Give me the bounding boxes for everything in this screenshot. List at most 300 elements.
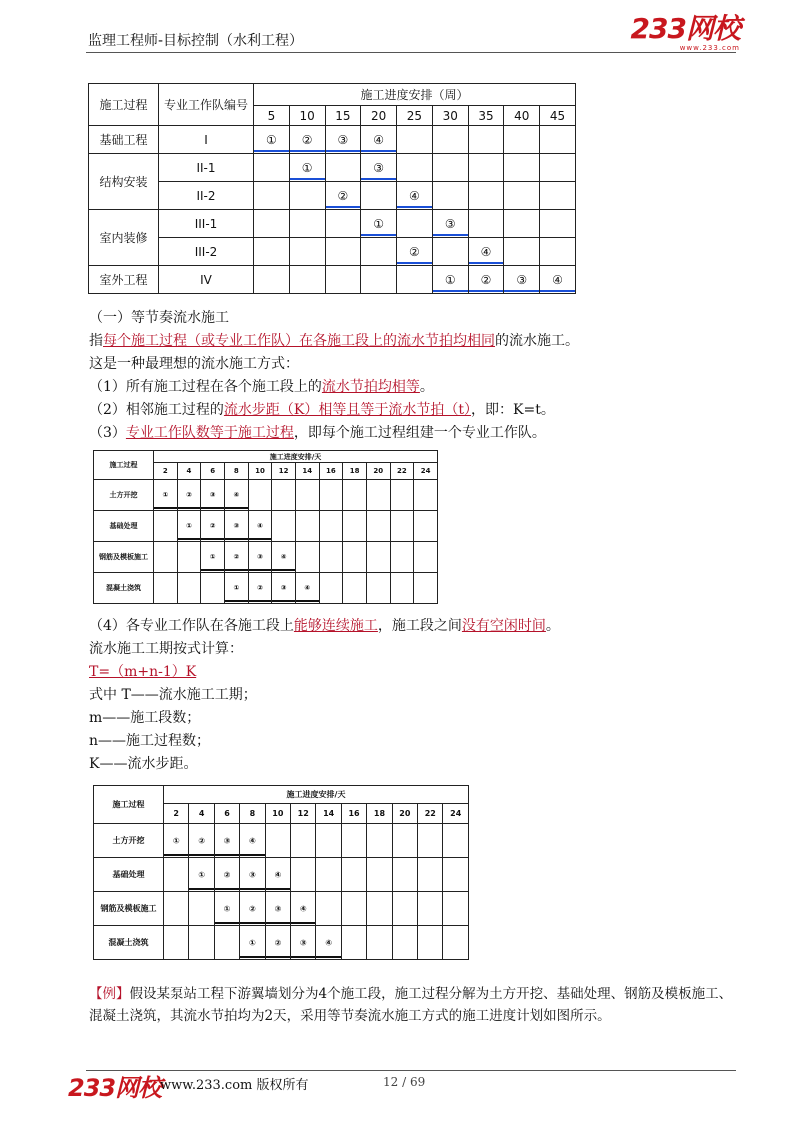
week-period-header: 20 bbox=[361, 106, 397, 126]
progress-bar-line bbox=[433, 234, 468, 236]
schedule-cell bbox=[325, 154, 361, 182]
day-period-header: 6 bbox=[201, 463, 225, 480]
col-header-schedule-2: 施工进度安排/天 bbox=[164, 786, 469, 804]
where-t: 式中 T——流水施工工期； bbox=[89, 687, 257, 703]
progress-bar-line bbox=[469, 290, 504, 292]
schedule-cell bbox=[366, 542, 390, 573]
week-period-header: 10 bbox=[289, 106, 325, 126]
p4-mid: ，施工段之间 bbox=[377, 618, 462, 634]
calc-line: 流水施工工期按式计算： bbox=[89, 641, 243, 657]
schedule-cell-active bbox=[177, 480, 201, 511]
example-paragraph bbox=[89, 983, 739, 1027]
schedule-cell bbox=[504, 210, 540, 238]
segment-mark: ③ bbox=[337, 132, 349, 147]
segment-mark: ④ bbox=[274, 870, 282, 879]
schedule-cell bbox=[468, 210, 504, 238]
table-row bbox=[94, 480, 438, 511]
schedule-cell bbox=[367, 858, 392, 892]
schedule-cell-active bbox=[432, 266, 468, 294]
schedule-cell-active bbox=[361, 126, 397, 154]
week-period-header: 40 bbox=[504, 106, 540, 126]
progress-bar-line bbox=[266, 888, 290, 891]
progress-bar-line bbox=[240, 922, 264, 925]
schedule-cell bbox=[319, 542, 343, 573]
schedule-cell-active bbox=[164, 824, 189, 858]
segment-mark: ② bbox=[480, 272, 492, 287]
process-name: 结构安装 bbox=[89, 154, 159, 210]
table-row bbox=[94, 858, 469, 892]
schedule-cell-active bbox=[240, 858, 265, 892]
segment-mark: ④ bbox=[409, 188, 420, 203]
schedule-cell bbox=[432, 126, 468, 154]
progress-bar-line bbox=[154, 507, 177, 510]
schedule-cell bbox=[443, 858, 469, 892]
segment-mark: ④ bbox=[256, 522, 263, 530]
schedule-cell bbox=[361, 238, 397, 266]
segment-mark: ③ bbox=[223, 836, 231, 845]
table-row bbox=[94, 511, 438, 542]
def-pre: 指 bbox=[89, 333, 103, 349]
schedule-cell bbox=[392, 824, 417, 858]
team-id: III-1 bbox=[159, 210, 254, 238]
day-period-header: 12 bbox=[272, 463, 296, 480]
schedule-table-weeks bbox=[88, 83, 576, 294]
point-4 bbox=[89, 617, 560, 635]
progress-bar-line bbox=[178, 507, 201, 510]
day2-period-header: 14 bbox=[316, 804, 341, 824]
segment-mark: ④ bbox=[552, 272, 563, 287]
schedule-cell bbox=[341, 824, 366, 858]
schedule-cell-active bbox=[214, 892, 239, 926]
schedule-cell bbox=[254, 154, 290, 182]
schedule-cell bbox=[418, 926, 443, 960]
schedule-cell bbox=[392, 892, 417, 926]
progress-bar-line bbox=[266, 922, 290, 925]
p3-highlight: 专业工作队数等于施工过程 bbox=[125, 425, 294, 441]
segment-mark: ② bbox=[233, 553, 240, 561]
schedule-cell bbox=[291, 824, 316, 858]
progress-bar-line bbox=[164, 854, 188, 857]
segment-mark: ④ bbox=[304, 584, 311, 592]
schedule-cell bbox=[504, 126, 540, 154]
day-period-header: 18 bbox=[343, 463, 367, 480]
progress-bar-line bbox=[225, 538, 248, 541]
formula: T=（m+n-1）K bbox=[89, 664, 197, 680]
process-name: 室外工程 bbox=[89, 266, 159, 294]
progress-bar-line bbox=[225, 569, 248, 572]
day2-period-header: 18 bbox=[367, 804, 392, 824]
point-2 bbox=[89, 401, 555, 419]
segment-mark: ② bbox=[256, 584, 263, 592]
progress-bar-line bbox=[291, 956, 315, 959]
table-row bbox=[94, 542, 438, 573]
progress-bar-line bbox=[361, 178, 396, 180]
schedule-cell-active bbox=[224, 542, 248, 573]
schedule-cell bbox=[295, 511, 319, 542]
schedule-cell-active bbox=[468, 266, 504, 294]
schedule-cell-active bbox=[177, 511, 201, 542]
process-name: 基础处理 bbox=[94, 511, 154, 542]
schedule-cell bbox=[390, 480, 414, 511]
segment-mark: ① bbox=[373, 216, 385, 231]
table-row bbox=[89, 210, 576, 238]
schedule-cell-active bbox=[504, 266, 540, 294]
schedule-cell-active bbox=[189, 858, 214, 892]
schedule-cell-active bbox=[361, 210, 397, 238]
schedule-cell bbox=[164, 926, 189, 960]
progress-bar-line bbox=[290, 150, 325, 152]
segment-mark: ① bbox=[301, 160, 313, 175]
schedule-cell bbox=[254, 182, 290, 210]
schedule-cell bbox=[319, 573, 343, 604]
schedule-cell-active bbox=[289, 154, 325, 182]
progress-bar-line bbox=[469, 262, 504, 264]
p4-post: 。 bbox=[545, 618, 560, 634]
schedule-cell bbox=[254, 210, 290, 238]
schedule-cell-active bbox=[214, 824, 239, 858]
where-m: m——施工段数； bbox=[89, 710, 201, 726]
table-row bbox=[89, 266, 576, 294]
day2-period-header: 6 bbox=[214, 804, 239, 824]
p3-post: ，即每个施工过程组建一个专业工作队。 bbox=[293, 425, 546, 441]
schedule-cell bbox=[272, 511, 296, 542]
segment-mark: ③ bbox=[274, 904, 282, 913]
process-name: 土方开挖 bbox=[94, 824, 164, 858]
progress-bar-line bbox=[326, 206, 361, 208]
week-period-header: 5 bbox=[254, 106, 290, 126]
day-period-header: 22 bbox=[390, 463, 414, 480]
week-period-header: 45 bbox=[540, 106, 576, 126]
schedule-cell-active bbox=[291, 926, 316, 960]
schedule-cell-active bbox=[240, 926, 265, 960]
schedule-cell bbox=[291, 858, 316, 892]
progress-bar-line bbox=[249, 569, 272, 572]
schedule-cell bbox=[418, 858, 443, 892]
progress-bar-line bbox=[215, 922, 239, 925]
schedule-cell-active bbox=[201, 511, 225, 542]
p4-highlight-1: 能够连续施工 bbox=[293, 618, 378, 634]
schedule-cell bbox=[468, 182, 504, 210]
table-row bbox=[89, 126, 576, 154]
schedule-cell bbox=[319, 480, 343, 511]
segment-mark: ④ bbox=[325, 938, 333, 947]
progress-bar-line bbox=[240, 888, 264, 891]
segment-mark: ② bbox=[301, 132, 313, 147]
day-period-header: 14 bbox=[295, 463, 319, 480]
schedule-cell bbox=[540, 126, 576, 154]
schedule-cell-active bbox=[325, 126, 361, 154]
table-row bbox=[89, 238, 576, 266]
page-number: 12 / 69 bbox=[383, 1075, 426, 1089]
progress-bar-line bbox=[178, 538, 201, 541]
footer-rule bbox=[86, 1070, 736, 1071]
col-header-process: 施工过程 bbox=[89, 84, 159, 126]
day-period-header: 20 bbox=[366, 463, 390, 480]
segment-mark: ② bbox=[186, 491, 192, 499]
schedule-cell bbox=[443, 824, 469, 858]
segment-mark: ① bbox=[162, 491, 169, 499]
p2-pre: （2）相邻施工过程的 bbox=[89, 402, 224, 418]
progress-bar-line bbox=[266, 956, 290, 959]
day-period-header: 24 bbox=[414, 463, 438, 480]
schedule-cell bbox=[504, 154, 540, 182]
schedule-cell-active bbox=[248, 542, 272, 573]
schedule-cell bbox=[390, 511, 414, 542]
progress-bar-line bbox=[215, 854, 239, 857]
schedule-cell bbox=[397, 266, 433, 294]
schedule-cell bbox=[254, 266, 290, 294]
progress-bar-line bbox=[296, 600, 319, 603]
segment-mark: ③ bbox=[373, 160, 385, 175]
segment-mark: ④ bbox=[299, 904, 307, 913]
schedule-cell bbox=[325, 210, 361, 238]
day2-period-header: 2 bbox=[164, 804, 189, 824]
schedule-cell bbox=[289, 210, 325, 238]
segment-mark: ② bbox=[337, 188, 349, 203]
week-period-header: 15 bbox=[325, 106, 361, 126]
brand-logo-url: www.233.com bbox=[679, 44, 740, 52]
schedule-cell bbox=[154, 573, 178, 604]
segment-mark: ④ bbox=[233, 491, 240, 499]
schedule-cell-active bbox=[361, 154, 397, 182]
schedule-cell bbox=[504, 238, 540, 266]
segment-mark: ① bbox=[209, 553, 216, 561]
progress-bar-line bbox=[272, 600, 295, 603]
schedule-cell bbox=[254, 238, 290, 266]
schedule-cell bbox=[432, 182, 468, 210]
schedule-cell bbox=[366, 480, 390, 511]
progress-bar-line bbox=[433, 290, 468, 292]
segment-mark: ② bbox=[409, 244, 420, 259]
schedule-cell bbox=[414, 542, 438, 573]
day-period-header: 4 bbox=[177, 463, 201, 480]
progress-bar-line bbox=[249, 600, 272, 603]
schedule-cell bbox=[540, 210, 576, 238]
segment-mark: ② bbox=[274, 938, 282, 947]
schedule-cell bbox=[540, 182, 576, 210]
table-row bbox=[94, 824, 469, 858]
process-name: 钢筋及模板施工 bbox=[94, 542, 154, 573]
schedule-cell bbox=[189, 892, 214, 926]
ideal-line: 这是一种最理想的流水施工方式： bbox=[89, 356, 299, 372]
schedule-cell bbox=[390, 542, 414, 573]
table-row bbox=[94, 892, 469, 926]
segment-mark: ① bbox=[233, 584, 240, 592]
p2-post: ，即：K=t。 bbox=[471, 402, 555, 418]
schedule-cell bbox=[361, 266, 397, 294]
schedule-cell bbox=[343, 511, 367, 542]
day2-period-header: 20 bbox=[392, 804, 417, 824]
where-k: K——流水步距。 bbox=[89, 756, 198, 772]
schedule-cell-active bbox=[248, 573, 272, 604]
schedule-cell-active bbox=[272, 573, 296, 604]
progress-bar-line bbox=[290, 178, 325, 180]
schedule-cell bbox=[341, 892, 366, 926]
schedule-cell-active bbox=[540, 266, 576, 294]
schedule-cell bbox=[189, 926, 214, 960]
schedule-cell-active bbox=[291, 892, 316, 926]
progress-bar-line bbox=[201, 507, 224, 510]
schedule-cell bbox=[343, 480, 367, 511]
schedule-cell-active bbox=[316, 926, 341, 960]
schedule-cell-active bbox=[272, 542, 296, 573]
schedule-cell bbox=[432, 154, 468, 182]
schedule-cell bbox=[468, 154, 504, 182]
schedule-cell-active bbox=[468, 238, 504, 266]
schedule-cell bbox=[540, 238, 576, 266]
progress-bar-line bbox=[189, 854, 213, 857]
schedule-cell bbox=[432, 238, 468, 266]
schedule-cell-active bbox=[265, 892, 290, 926]
schedule-cell bbox=[164, 858, 189, 892]
def-highlight: 每个施工过程（或专业工作队）在各施工段上的流水节拍均相同 bbox=[103, 333, 495, 349]
brand-logo-text: 233网校 bbox=[630, 12, 740, 45]
schedule-cell bbox=[414, 480, 438, 511]
segment-mark: ③ bbox=[249, 870, 256, 879]
p1-pre: （1）所有施工过程在各个施工段上的 bbox=[89, 379, 322, 395]
table-row bbox=[94, 926, 469, 960]
segment-mark: ② bbox=[209, 522, 216, 530]
segment-mark: ② bbox=[249, 904, 256, 913]
schedule-cell bbox=[443, 892, 469, 926]
definition-line bbox=[89, 332, 579, 350]
schedule-cell bbox=[289, 182, 325, 210]
progress-bar-line bbox=[504, 290, 539, 292]
process-name: 基础处理 bbox=[94, 858, 164, 892]
schedule-cell-active bbox=[295, 573, 319, 604]
schedule-cell bbox=[319, 511, 343, 542]
schedule-cell bbox=[367, 926, 392, 960]
p3-pre: （3） bbox=[89, 425, 126, 441]
schedule-cell bbox=[316, 892, 341, 926]
segment-mark: ③ bbox=[516, 272, 528, 287]
team-id: III-2 bbox=[159, 238, 254, 266]
schedule-cell bbox=[366, 573, 390, 604]
week-period-header: 25 bbox=[397, 106, 433, 126]
schedule-cell bbox=[248, 480, 272, 511]
schedule-cell-active bbox=[265, 926, 290, 960]
team-id: IV bbox=[159, 266, 254, 294]
schedule-cell-active bbox=[240, 892, 265, 926]
segment-mark: ① bbox=[265, 132, 277, 147]
table-row bbox=[94, 573, 438, 604]
segment-mark: ① bbox=[186, 522, 192, 530]
schedule-cell-active bbox=[397, 182, 433, 210]
table-row bbox=[89, 154, 576, 182]
schedule-cell bbox=[295, 480, 319, 511]
progress-bar-line bbox=[397, 206, 432, 208]
schedule-table-days-1 bbox=[93, 450, 438, 604]
p1-highlight: 流水节拍均相等 bbox=[321, 379, 420, 395]
progress-bar-line bbox=[240, 854, 264, 857]
progress-bar-line bbox=[291, 922, 315, 925]
progress-bar-line bbox=[225, 507, 248, 510]
day2-period-header: 16 bbox=[341, 804, 366, 824]
process-name: 土方开挖 bbox=[94, 480, 154, 511]
col-header-team: 专业工作队编号 bbox=[159, 84, 254, 126]
progress-bar-line bbox=[225, 600, 248, 603]
col-header-schedule: 施工进度安排（周） bbox=[254, 84, 576, 106]
schedule-cell-active bbox=[214, 858, 239, 892]
schedule-cell-active bbox=[248, 511, 272, 542]
progress-bar-line bbox=[326, 150, 361, 152]
schedule-cell bbox=[418, 824, 443, 858]
progress-bar-line bbox=[189, 888, 213, 891]
schedule-cell bbox=[361, 182, 397, 210]
table-row bbox=[89, 182, 576, 210]
schedule-cell bbox=[390, 573, 414, 604]
schedule-cell bbox=[468, 126, 504, 154]
progress-bar-line bbox=[316, 956, 340, 959]
progress-bar-line bbox=[272, 569, 295, 572]
process-name: 室内装修 bbox=[89, 210, 159, 266]
schedule-cell bbox=[265, 824, 290, 858]
schedule-cell bbox=[367, 892, 392, 926]
brand-logo[interactable] bbox=[631, 14, 740, 52]
p2-highlight: 流水步距（K）相等且等于流水节拍（t） bbox=[223, 402, 472, 418]
day2-period-header: 12 bbox=[291, 804, 316, 824]
def-post: 的流水施工。 bbox=[495, 333, 579, 349]
schedule-cell bbox=[366, 511, 390, 542]
progress-bar-line bbox=[361, 234, 396, 236]
schedule-cell-active bbox=[224, 573, 248, 604]
segment-mark: ③ bbox=[256, 553, 263, 561]
team-id: II-1 bbox=[159, 154, 254, 182]
col-header-process-2: 施工过程 bbox=[94, 786, 164, 824]
footer-logo[interactable]: 233网校 bbox=[68, 1074, 162, 1102]
example-tag: 【例】 bbox=[89, 986, 130, 1002]
schedule-cell bbox=[289, 266, 325, 294]
segment-mark: ② bbox=[198, 836, 205, 845]
schedule-cell bbox=[177, 573, 201, 604]
schedule-cell bbox=[392, 858, 417, 892]
schedule-cell bbox=[325, 238, 361, 266]
progress-bar-line bbox=[397, 262, 432, 264]
day-period-header: 16 bbox=[319, 463, 343, 480]
p4-pre: （4）各专业工作队在各施工段上 bbox=[89, 618, 294, 634]
day2-period-header: 8 bbox=[240, 804, 265, 824]
progress-bar-line bbox=[249, 538, 272, 541]
process-name: 混凝土浇筑 bbox=[94, 573, 154, 604]
segment-mark: ③ bbox=[233, 522, 240, 530]
progress-bar-line bbox=[215, 888, 239, 891]
progress-bar-line bbox=[201, 569, 224, 572]
col-header-schedule: 施工进度安排/天 bbox=[154, 451, 438, 463]
segment-mark: ④ bbox=[280, 553, 287, 561]
section-title: （一）等节奏流水施工 bbox=[89, 310, 229, 326]
team-id: II-2 bbox=[159, 182, 254, 210]
segment-mark: ③ bbox=[444, 216, 456, 231]
day-period-header: 8 bbox=[224, 463, 248, 480]
day2-period-header: 22 bbox=[418, 804, 443, 824]
header-rule bbox=[86, 52, 736, 53]
header-title: 监理工程师-目标控制（水利工程） bbox=[88, 33, 304, 49]
schedule-cell bbox=[164, 892, 189, 926]
schedule-cell bbox=[418, 892, 443, 926]
schedule-cell bbox=[397, 210, 433, 238]
schedule-cell bbox=[414, 511, 438, 542]
schedule-cell bbox=[443, 926, 469, 960]
schedule-cell-active bbox=[154, 480, 178, 511]
progress-bar-line bbox=[254, 150, 289, 152]
segment-mark: ① bbox=[444, 272, 456, 287]
schedule-cell bbox=[325, 266, 361, 294]
day-period-header: 2 bbox=[154, 463, 178, 480]
schedule-cell bbox=[201, 573, 225, 604]
schedule-cell bbox=[154, 511, 178, 542]
schedule-cell bbox=[341, 926, 366, 960]
segment-mark: ② bbox=[223, 870, 231, 879]
